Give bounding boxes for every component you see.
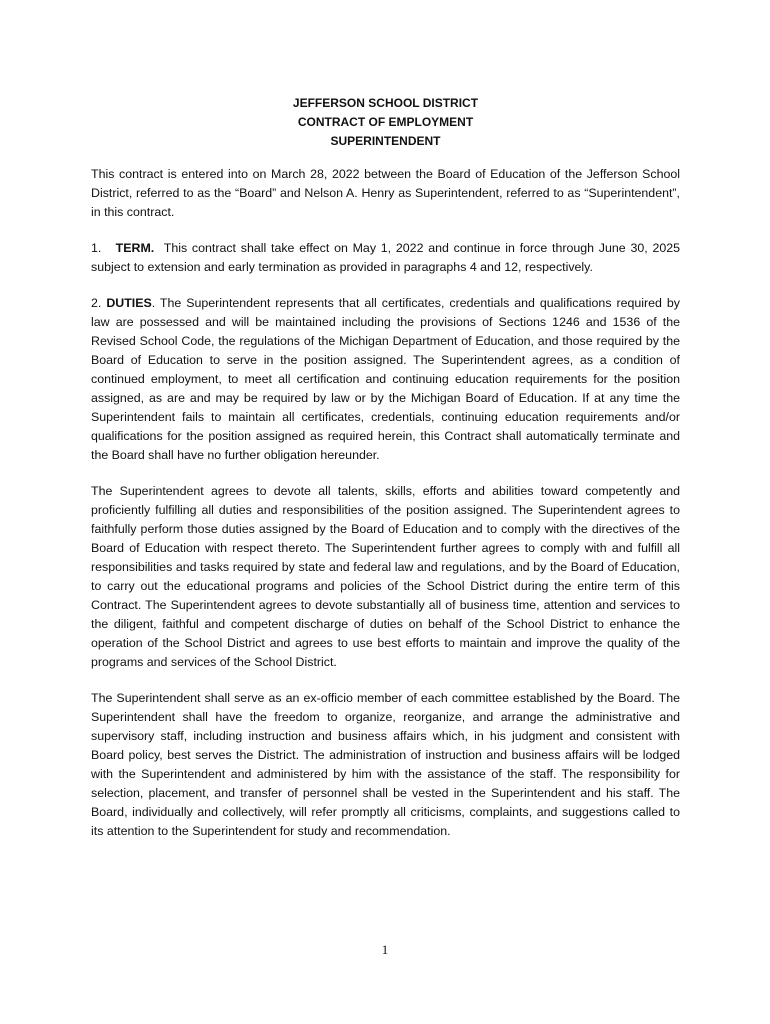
document-title — [91, 94, 680, 151]
intro-paragraph: This contract is entered into on March 28, 2022 between the Board of Education of the Jefferson School District, referred to as the “Board” and Nelson A. Henry as Superintendent, referred to as “Superintendent”, in this contract. — [91, 167, 680, 219]
section-term-heading: TERM. — [115, 241, 155, 255]
page-number: 1 — [381, 942, 389, 957]
paragraph-committee: The Superintendent shall serve as an ex-officio member of each committee established by the Board. The Superintendent shall have the freedom to organize, reorganize, and arrange the administrative and supervisory staff, including instruction and business affairs which, in his judgment and consistent with Board policy, best serves the District. The administration of instruction and business affairs will be lodged with the Superintendent and administered by him with the assistance of the staff. The responsibility for selection, placement, and transfer of personnel shall be vested in the Superintendent and his staff. The Board, individually and collectively, will refer promptly all criticisms, complaints, and suggestions called to its attention to the Superintendent for study and recommendation. — [91, 691, 680, 838]
document-page — [91, 94, 680, 858]
section-duties-heading: DUTIES — [106, 296, 152, 310]
section-duties-number: 2. — [91, 296, 102, 310]
title-line-district: JEFFERSON SCHOOL DISTRICT — [292, 96, 479, 110]
section-duties-text: . The Superintendent represents that all certificates, credentials and qualifications required by law are possessed and will be maintained including the provisions of Sections 1246 and 1536 of the Revised School Code, the regulations of the Michigan Department of Education, and those required by the Board of Education to serve in the position assigned. The Superintendent agrees, as a condition of continued employment, to meet all certification and continuing education requirements for the position assigned, as are and may be required by law or by the Michigan Board of Education. If at any time the Superintendent fails to maintain all certificates, credentials, continuing education requirements and/or qualifications for the position assigned as required herein, this Contract shall automatically terminate and the Board shall have no further obligation hereunder. — [91, 296, 680, 462]
section-duties — [91, 294, 680, 465]
title-line-position: SUPERINTENDENT — [330, 134, 441, 148]
section-term-text: This contract shall take effect on May 1, 2022 and continue in force through June 30, 2025 subject to extension and early termination as provided in paragraphs 4 and 12, respectively. — [91, 241, 681, 274]
section-term-number: 1. — [91, 241, 102, 255]
title-line-contract: CONTRACT OF EMPLOYMENT — [297, 115, 474, 129]
section-term — [91, 239, 680, 277]
paragraph-devote: The Superintendent agrees to devote all talents, skills, efforts and abilities toward competently and proficiently fulfilling all duties and responsibilities of the position assigned. The Superintendent agrees to faithfully perform those duties assigned by the Board of Education and to comply with the directives of the Board of Education with respect thereto. The Superintendent further agrees to comply with and fulfill all responsibilities and tasks required by state and federal law and regulations, and by the Board of Education, to carry out the educational programs and policies of the School District during the entire term of this Contract. The Superintendent agrees to devote substantially all of business time, attention and services to the diligent, faithful and competent discharge of duties on behalf of the School District to enhance the operation of the School District and agrees to use best efforts to maintain and improve the quality of the programs and services of the School District. — [91, 484, 680, 669]
